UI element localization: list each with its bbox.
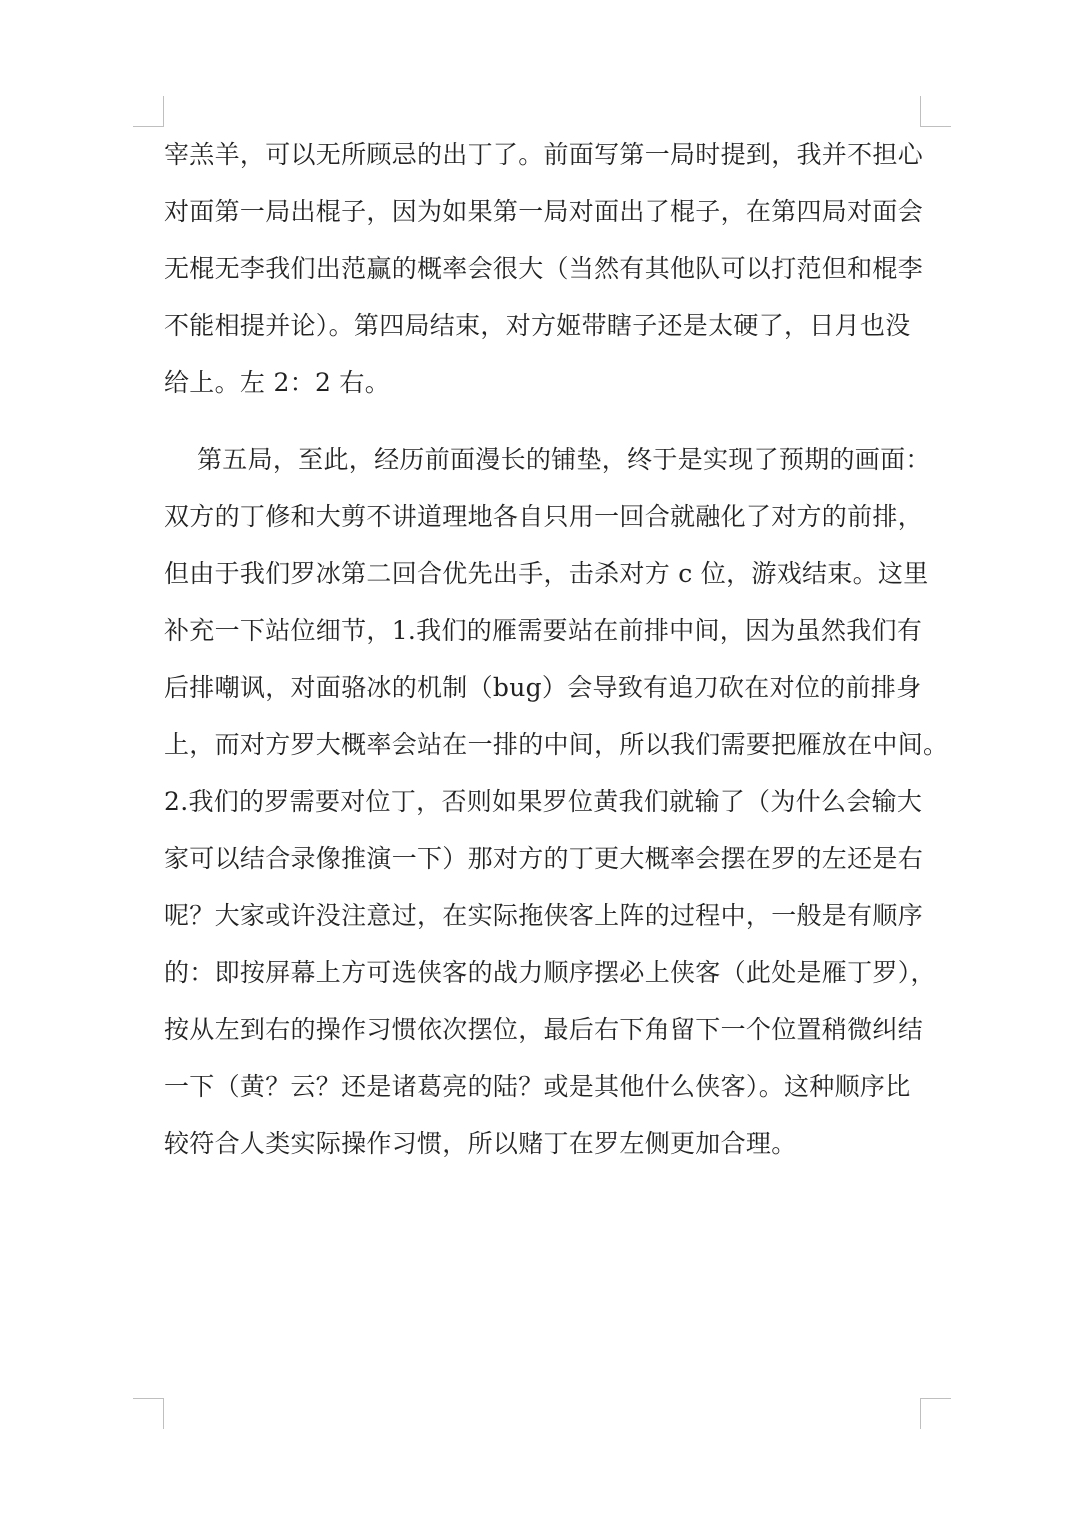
crop-mark-bottom-left-vertical — [163, 1398, 164, 1429]
text-line: 双方的丁修和大剪不讲道理地各自只用一回合就融化了对方的前排， — [164, 502, 924, 531]
crop-mark-top-right-horizontal — [920, 126, 951, 127]
crop-mark-bottom-right-vertical — [920, 1398, 921, 1429]
text-line: 无棍无李我们出范赢的概率会很大（当然有其他队可以打范但和棍李 — [164, 254, 924, 283]
text-line: 的：即按屏幕上方可选侠客的战力顺序摆必上侠客（此处是雁丁罗）， — [164, 958, 936, 987]
text-line: 对面第一局出棍子，因为如果第一局对面出了棍子，在第四局对面会 — [164, 197, 924, 226]
crop-mark-top-left-horizontal — [133, 126, 164, 127]
text-line: 第五局，至此，经历前面漫长的铺垫，终于是实现了预期的画面： — [164, 445, 931, 474]
text-line: 不能相提并论）。第四局结束，对方姬带瞎子还是太硬了，日月也没 — [164, 311, 911, 340]
crop-mark-bottom-left-horizontal — [133, 1398, 164, 1399]
text-line: 2.我们的罗需要对位丁，否则如果罗位黄我们就输了（为什么会输大 — [164, 787, 923, 816]
paragraph-spacing — [164, 411, 924, 431]
text-line: 宰羔羊，可以无所顾忌的出丁了。前面写第一局时提到，我并不担心 — [164, 140, 924, 169]
text-line: 家可以结合录像推演一下）那对方的丁更大概率会摆在罗的左还是右 — [164, 844, 924, 873]
text-line: 后排嘲讽，对面骆冰的机制（bug）会导致有追刀砍在对位的前排身 — [164, 673, 922, 702]
text-line: 呢？大家或许没注意过，在实际拖侠客上阵的过程中，一般是有顺序 — [164, 901, 924, 930]
text-line: 一下（黄？云？还是诸葛亮的陆？或是其他什么侠客）。这种顺序比 — [164, 1072, 911, 1101]
text-line: 补充一下站位细节，1.我们的雁需要站在前排中间，因为虽然我们有 — [164, 616, 923, 645]
paragraph — [164, 431, 949, 1172]
crop-mark-bottom-right-horizontal — [920, 1398, 951, 1399]
paragraph — [164, 126, 924, 411]
text-line: 但由于我们罗冰第二回合优先出手，击杀对方 c 位，游戏结束。这里 — [164, 559, 929, 588]
crop-mark-top-right-vertical — [920, 96, 921, 127]
text-line: 按从左到右的操作习惯依次摆位，最后右下角留下一个位置稍微纠结 — [164, 1015, 924, 1044]
body-text — [164, 126, 949, 1172]
text-line: 较符合人类实际操作习惯，所以赌丁在罗左侧更加合理。 — [164, 1129, 797, 1158]
text-line: 给上。左 2：2 右。 — [164, 368, 391, 397]
crop-mark-top-left-vertical — [163, 96, 164, 127]
text-line: 上，而对方罗大概率会站在一排的中间，所以我们需要把雁放在中间。 — [164, 730, 949, 759]
